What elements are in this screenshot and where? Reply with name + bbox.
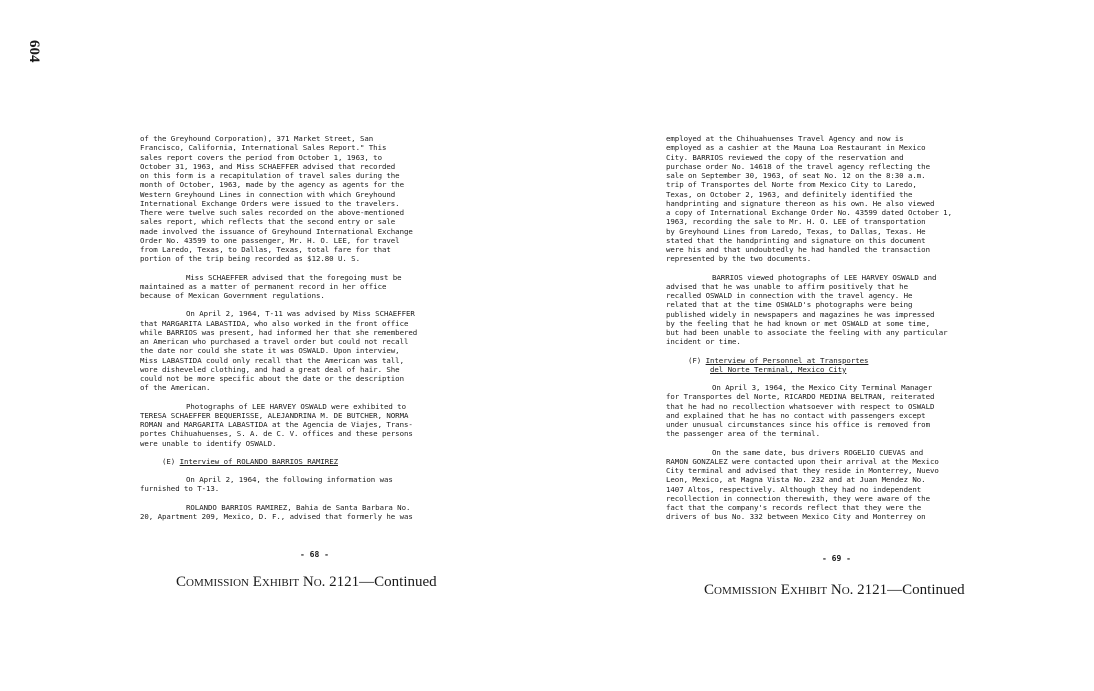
text-line: an American who purchased a travel order but could not recall — [140, 337, 409, 346]
text-line: On April 2, 1964, the following information was — [186, 475, 393, 484]
text-line: drivers of bus No. 332 between Mexico City and Monterrey on — [666, 512, 926, 522]
right-exhibit-suffix: 2121—Continued — [853, 582, 965, 598]
paragraph — [666, 383, 1006, 439]
text-line: that he had no recollection whatsoever with respect to OSWALD — [666, 401, 935, 411]
text-line: 1963, recording the sale to Mr. H. O. LEE of transportation — [666, 217, 926, 227]
paragraph — [140, 475, 480, 494]
text-line: Miss SCHAEFFER advised that the foregoing must be — [186, 272, 402, 282]
text-line: Leon, Mexico, at Magna Vista No. 232 and at Juan Mendez No. — [666, 475, 926, 485]
section-label: (F) — [688, 355, 702, 365]
section-title: Interview of Personnel at Transportes — [705, 355, 869, 365]
right-exhibit-caption — [704, 582, 965, 599]
text-line: of the Greyhound Corporation), 371 Market Street, San — [140, 134, 374, 143]
text-line: fact that the company's records reflect that they were the — [666, 503, 922, 512]
text-line: the date nor could she state it was OSWALD. Upon interview, — [140, 346, 400, 356]
paragraph — [140, 134, 480, 264]
paragraph — [140, 273, 480, 301]
paragraph-gap — [140, 393, 480, 402]
left-page-number: - 68 - — [300, 550, 329, 559]
paragraph — [140, 309, 480, 392]
text-line: that MARGARITA LABASTIDA, who also worked in the front office — [140, 318, 409, 328]
text-line: were unable to identify OSWALD. — [140, 438, 277, 448]
text-line: furnished to T-13. — [140, 484, 220, 494]
text-line: Francisco, California, International Sales Report." This — [140, 143, 387, 153]
text-line: There were twelve such sales recorded on the above-mentioned — [140, 208, 404, 217]
left-exhibit-suffix: 2121—Continued — [325, 574, 437, 590]
text-line: Order No. 43599 to one passenger, Mr. H. O. LEE, for travel — [140, 235, 400, 245]
text-line: by Greyhound Lines from Laredo, Texas, to Dallas, Texas. He — [666, 226, 926, 236]
text-line: the passenger area of the terminal. — [666, 429, 820, 439]
paragraph-gap — [140, 466, 480, 475]
text-line: On April 2, 1964, T-11 was advised by Miss SCHAEFFER — [186, 309, 415, 319]
text-line: RAMON GONZALEZ were contacted upon their arrival at the Mexico — [666, 456, 939, 466]
text-line: were his and that undoubtedly he had handled the transaction — [666, 245, 930, 254]
text-line: sales report covers the period from October 1, 1963, to — [140, 152, 382, 162]
right-page-text — [666, 134, 1006, 522]
paragraph-gap — [666, 439, 1006, 448]
text-line: of the American. — [140, 383, 211, 393]
text-line: made involved the issuance of Greyhound International Exchange — [140, 226, 413, 236]
text-line: October 31, 1963, and Miss SCHAEFFER advised that recorded — [140, 161, 396, 171]
paragraph-gap — [140, 448, 480, 457]
text-line: stated that the handprinting and signature on this document — [666, 235, 926, 245]
section-heading — [140, 457, 480, 466]
right-page-number: - 69 - — [822, 554, 851, 563]
text-line: maintained as a matter of permanent record in her office — [140, 281, 387, 291]
text-line: purchase order No. 14618 of the travel agency reflecting the — [666, 161, 930, 171]
section-title: Interview of ROLANDO BARRIOS RAMIREZ — [179, 456, 338, 466]
text-line: Texas, on October 2, 1963, and definitely identified the — [666, 189, 913, 199]
text-line: City terminal and advised that they reside in Monterrey, Nuevo — [666, 466, 939, 475]
text-line: ROMAN and MARGARITA LABASTIDA at the Agencia de Viajes, Trans- — [140, 420, 413, 429]
paragraph-gap — [666, 374, 1006, 383]
text-line: City. BARRIOS reviewed the copy of the reservation and — [666, 152, 904, 162]
text-line: published widely in newspapers and magazines he was impressed — [666, 309, 935, 319]
text-line: sales report, which reflects that the second entry or sale — [140, 217, 396, 227]
text-line: trip of Transportes del Norte from Mexico City to Laredo, — [666, 180, 917, 190]
text-line: from Laredo, Texas, to Dallas, Texas, total fare for that — [140, 245, 391, 254]
section-label: (E) — [162, 456, 176, 466]
paragraph-gap — [666, 347, 1006, 356]
text-line: advised that he was unable to affirm positively that he — [666, 281, 908, 291]
text-line: On April 3, 1964, the Mexico City Terminal Manager — [712, 383, 932, 392]
text-line: and explained that he has no contact with passengers except — [666, 410, 926, 420]
text-line: ROLANDO BARRIOS RAMIREZ, Bahia de Santa Barbara No. — [186, 502, 411, 512]
text-line: incident or time. — [666, 337, 741, 347]
text-line: employed at the Chihuahuenses Travel Agency and now is — [666, 134, 904, 143]
text-line: TERESA SCHAEFFER BEQUERISSE, ALEJANDRINA M. DE BUTCHER, NORMA — [140, 410, 409, 420]
text-line: for Transportes del Norte, RICARDO MEDINA BELTRAN, reiterated — [666, 392, 935, 402]
paragraph — [666, 448, 1006, 522]
text-line: 20, Apartment 209, Mexico, D. F., advised that formerly he was — [140, 511, 413, 521]
text-line: could not be more specific about the date or the description — [140, 374, 404, 383]
text-line: Photographs of LEE HARVEY OSWALD were exhibited to — [186, 401, 406, 411]
text-line: while BARRIOS was present, had informed her that she remembered — [140, 327, 418, 337]
paragraph-gap — [140, 264, 480, 273]
section-heading — [666, 356, 1006, 375]
text-line: handprinting and signature thereon as his own. He also viewed — [666, 198, 935, 208]
paragraph — [666, 273, 1006, 347]
text-line: BARRIOS viewed photographs of LEE HARVEY OSWALD and — [712, 272, 937, 282]
left-exhibit-prefix: Commission Exhibit No. — [176, 574, 326, 590]
text-line: a copy of International Exchange Order No. 43599 dated October 1, — [666, 208, 952, 217]
text-line: by the feeling that he had known or met OSWALD at some time, — [666, 318, 930, 328]
text-line: wore disheveled clothing, and had a great deal of hair. She — [140, 364, 400, 374]
paragraph — [666, 134, 1006, 264]
text-line: recollection in connection therewith, they were aware of the — [666, 493, 930, 503]
paragraph-gap — [140, 300, 480, 309]
text-line: because of Mexican Government regulations. — [140, 291, 325, 300]
text-line: but had been unable to associate the feeling with any particular — [666, 328, 948, 337]
text-line: International Exchange Orders were issued to the travelers. — [140, 198, 400, 208]
paragraph — [140, 402, 480, 448]
margin-page-number: 604 — [26, 40, 42, 63]
text-line: employed as a cashier at the Mauna Loa Restaurant in Mexico — [666, 143, 926, 153]
paragraph-gap — [140, 494, 480, 503]
text-line: month of October, 1963, made by the agency as agents for the — [140, 180, 404, 190]
text-line: 1407 Altos, respectively. Although they had no independent — [666, 484, 922, 494]
section-title-continued: del Norte Terminal, Mexico City — [710, 364, 847, 374]
text-line: portes Chihuahuenses, S. A. de C. V. offices and these persons — [140, 429, 413, 439]
text-line: recalled OSWALD in connection with the travel agency. He — [666, 291, 913, 300]
text-line: under unusual circumstances since his office is removed from — [666, 420, 930, 429]
text-line: sale on September 30, 1963, of seat No. 12 on the 8:30 a.m. — [666, 171, 926, 180]
paragraph — [140, 503, 480, 522]
text-line: represented by the two documents. — [666, 254, 812, 264]
right-exhibit-prefix: Commission Exhibit No. — [704, 582, 854, 598]
text-line: Western Greyhound Lines in connection with which Greyhound — [140, 189, 396, 199]
text-line: on this form is a recapitulation of travel sales during the — [140, 171, 400, 180]
text-line: Miss LABASTIDA could only recall that the American was tall, — [140, 355, 404, 365]
text-line: related that at the time OSWALD's photographs were being — [666, 300, 913, 310]
left-page-text — [140, 134, 480, 521]
paragraph-gap — [666, 264, 1006, 273]
left-exhibit-caption — [176, 574, 437, 591]
text-line: portion of the trip being recorded as $12.80 U. S. — [140, 254, 360, 264]
text-line: On the same date, bus drivers ROGELIO CUEVAS and — [712, 447, 924, 457]
